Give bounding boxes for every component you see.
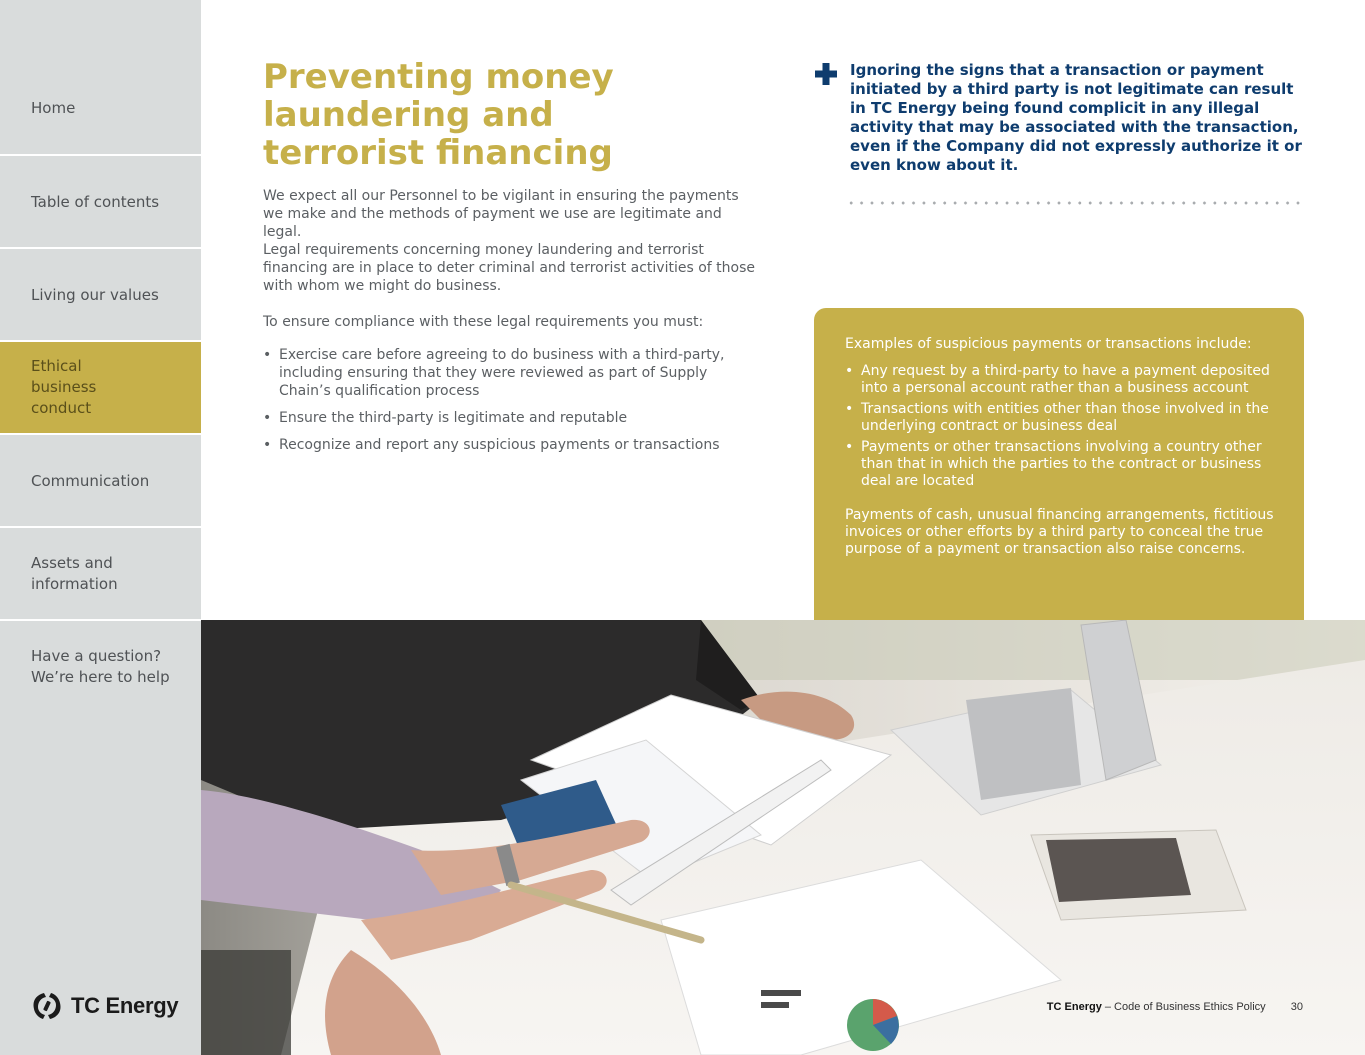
tc-energy-logo[interactable] <box>31 990 178 1022</box>
examples-box <box>814 308 1304 628</box>
sidebar-item-label: Ethical business conduct <box>31 357 97 417</box>
examples-list <box>845 363 1274 490</box>
sidebar-item-label: Have a question? We’re here to help <box>31 647 170 686</box>
list-item: • Any request by a third-party to have a payment deposited into a personal account rather than a business account <box>845 363 1274 397</box>
plus-icon <box>814 62 838 86</box>
legal-paragraph: Legal requirements concerning money laundering and terrorist financing are in place to deter criminal and terrorist activities of those with whom we might do business. <box>263 242 755 294</box>
sidebar-item-label: Assets and information <box>31 554 118 593</box>
examples-closing: Payments of cash, unusual financing arrangements, fictitious invoices or other efforts by a third party to conceal the true purpose of a payment or transaction also raise concerns. <box>845 507 1274 557</box>
sidebar-item-label: Living our values <box>31 285 159 304</box>
sidebar-item-label: Table of contents <box>31 192 160 211</box>
list-item: • Recognize and report any suspicious payments or transactions <box>263 436 758 454</box>
examples-intro: Examples of suspicious payments or transactions include: <box>845 336 1252 352</box>
footer-brand: TC Energy <box>1046 1001 1102 1013</box>
sidebar-item-label: Communication <box>31 471 150 490</box>
business-meeting-photo <box>201 620 1365 1055</box>
sidebar-item-communication[interactable] <box>0 435 201 527</box>
list-item: • Transactions with entities other than those involved in the underlying contract or business deal <box>845 401 1274 435</box>
dotted-divider <box>846 201 1306 205</box>
list-item: • Exercise care before agreeing to do business with a third-party, including ensuring that they were reviewed as part of Supply Chain’s qualification process <box>263 346 758 400</box>
list-item: • Ensure the third-party is legitimate and reputable <box>263 409 758 427</box>
sidebar-item-table-of-contents[interactable] <box>0 156 201 248</box>
sidebar-item-label: Home <box>31 99 76 117</box>
footer-doc-title: – Code of Business Ethics Policy <box>1104 1001 1266 1013</box>
intro-paragraph: We expect all our Personnel to be vigilant in ensuring the payments we make and the methods of payment we use are legitimate and legal. <box>263 188 739 240</box>
sidebar-item-assets-and-information[interactable] <box>0 528 201 620</box>
sidebar-item-living-our-values[interactable] <box>0 249 201 341</box>
page-number: 30 <box>1290 1001 1303 1013</box>
requirements-list <box>263 346 758 463</box>
tc-energy-logo-icon <box>31 990 63 1022</box>
page-footer <box>1047 1001 1303 1013</box>
sidebar-nav <box>0 0 201 1055</box>
logo-text: TC Energy <box>71 993 179 1018</box>
sidebar-item-have-a-question[interactable] <box>0 621 201 713</box>
sidebar-item-ethical-business-conduct[interactable] <box>0 342 201 433</box>
list-item: • Payments or other transactions involving a country other than that in which the parties to the contract or business deal are located <box>845 439 1274 490</box>
compliance-paragraph: To ensure compliance with these legal requirements you must: <box>263 314 704 330</box>
page-title: Preventing money laundering and terrorist financing <box>263 57 614 173</box>
sidebar-item-home[interactable] <box>0 62 201 155</box>
callout-text: Ignoring the signs that a transaction or payment initiated by a third party is not legitimate can result in TC Energy being found complicit in any illegal activity that may be associated with the transaction, even if the Company did not expressly authorize it or even know about it. <box>850 61 1302 174</box>
